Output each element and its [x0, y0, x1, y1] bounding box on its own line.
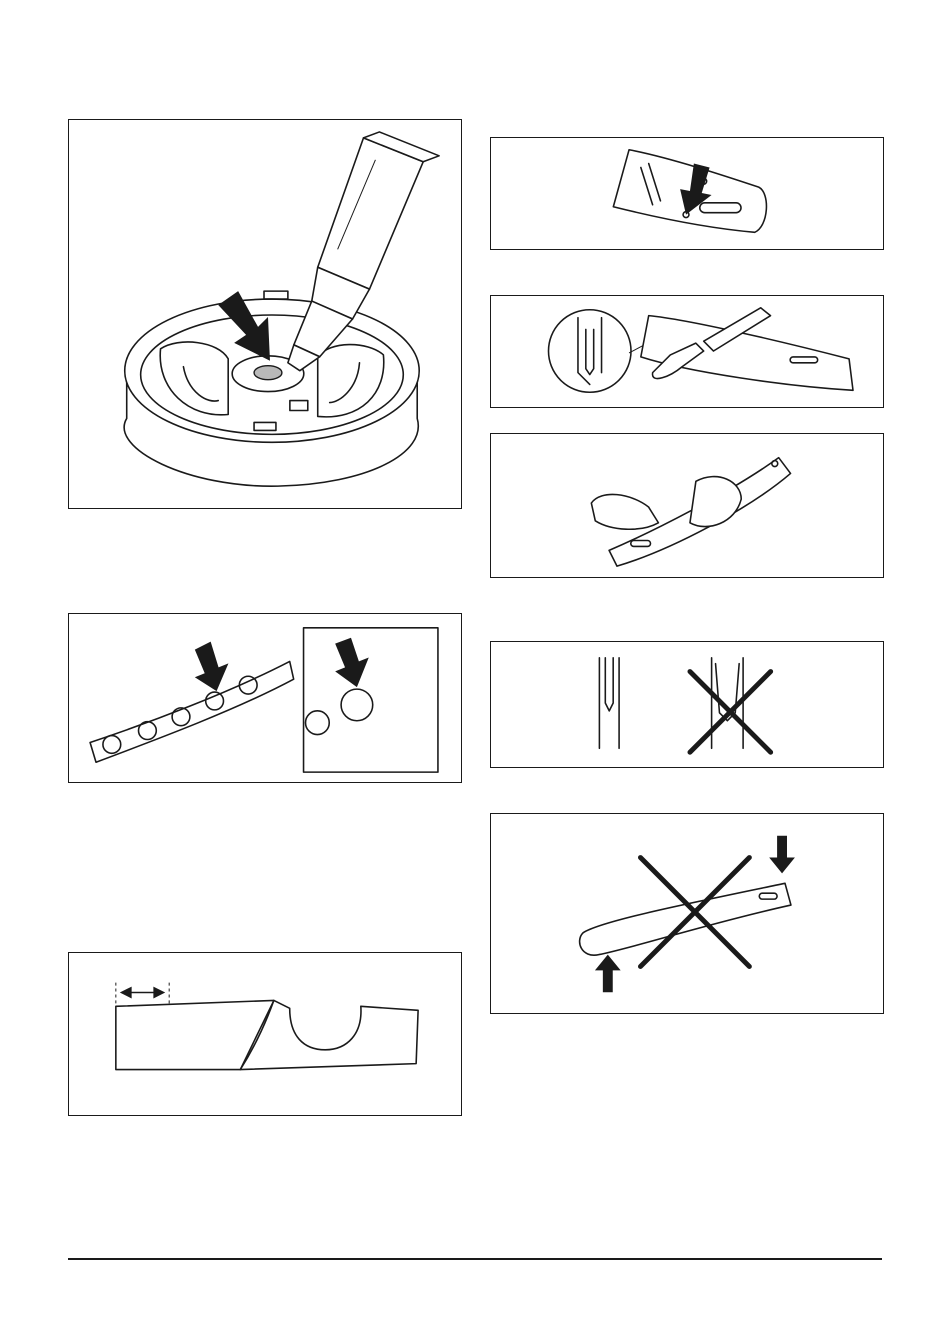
figure-bar-lubrication-hole	[490, 137, 884, 250]
figure-cutter-length-gauge	[68, 952, 462, 1116]
figure-chain-drive-link-check	[68, 613, 462, 783]
guide-bar-hole-illustration	[491, 138, 883, 249]
figure-clutch-drum-lubrication	[68, 119, 462, 509]
figure-bar-burr-removal	[490, 433, 884, 578]
groove-profile-illustration	[491, 642, 883, 767]
figure-bar-uneven-wear	[490, 813, 884, 1014]
clutch-drum-illustration	[69, 120, 461, 508]
hands-bar-illustration	[491, 434, 883, 577]
figure-bar-rail-filing	[490, 295, 884, 408]
saw-chain-illustration	[69, 614, 461, 782]
figure-bar-groove-wear	[490, 641, 884, 768]
crossed-bar-illustration	[491, 814, 883, 1013]
flat-file-illustration	[491, 296, 883, 407]
cutter-tooth-illustration	[69, 953, 461, 1115]
footer-rule	[68, 1258, 882, 1260]
